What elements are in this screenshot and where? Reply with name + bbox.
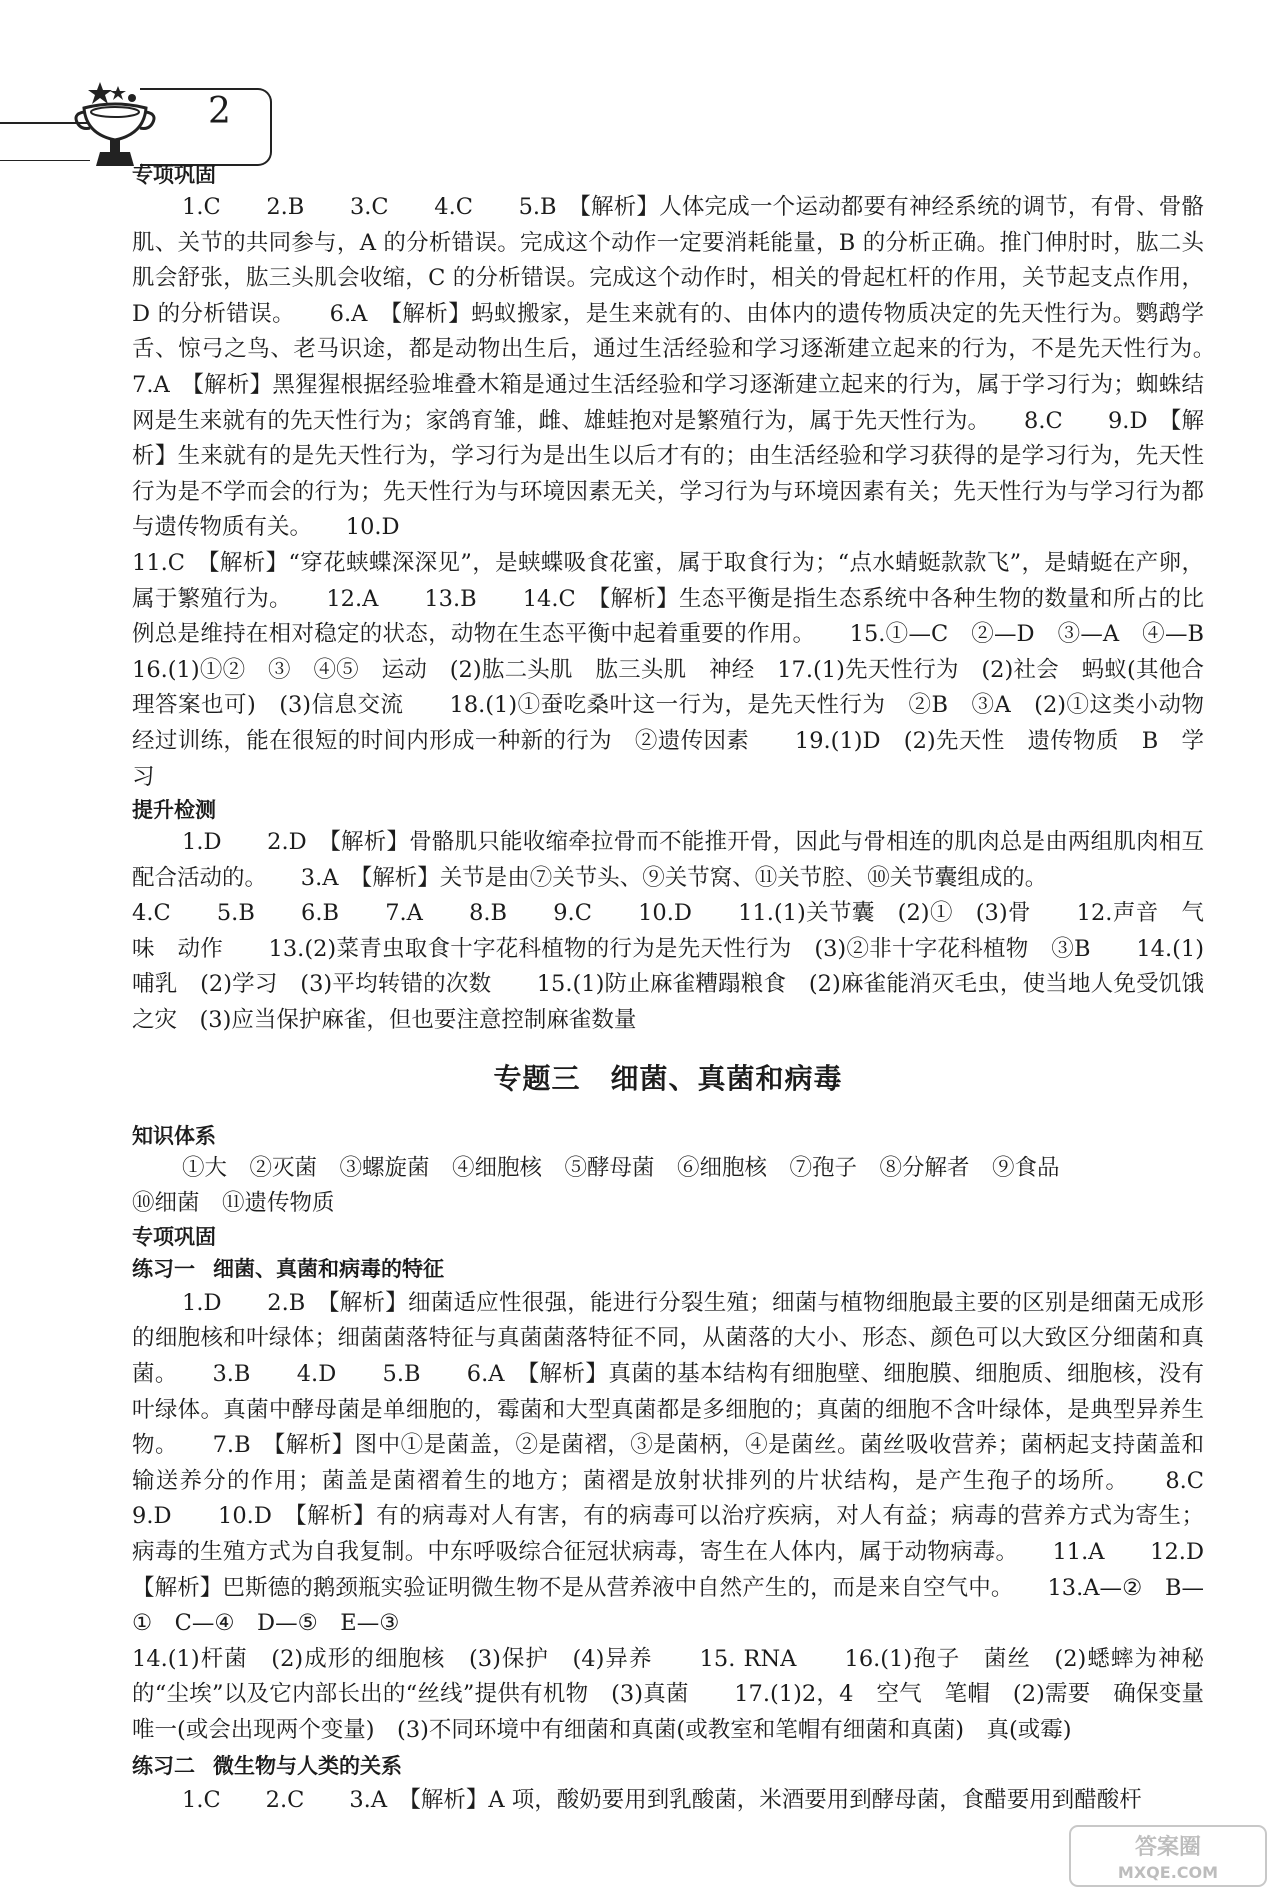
answer-paragraph: 1.D 2.B 【解析】细菌适应性很强，能进行分裂生殖；细菌与植物细胞最主要的区别是细菌无成形的细胞核和叶绿体；细菌菌落特征与真菌菌落特征不同，从菌落的大小、形态、颜色可以大致区分细菌和真菌。 3.B 4.D 5.B 6.A 【解析】真菌的基本结构有细胞壁、细胞膜、细胞质、细胞核，没有叶绿体。真菌中酵母菌是单细胞的，霉菌和大型真菌都是多细胞的；真菌的细胞不含叶绿体，是典型异养生物。 7.B 【解析】图中①是菌盖，②是菌褶，③是菌柄，④是菌丝。菌丝吸收营养；菌柄起支持菌盖和输送养分的作用；菌盖是菌褶着生的地方；菌褶是放射状排列的片状结构，是产生孢子的场所。 8.C 9.D 10.D 【解析】有的病毒对人有害，有的病毒可以治疗疾病，对人有益；病毒的营养方式为寄生；病毒的生殖方式为自我复制。中东呼吸综合征冠状病毒，寄生在人体内，属于动物病毒。 11.A 12.D 【解析】巴斯德的鹅颈瓶实验证明微生物不是从营养液中自然产生的，而是来自空气中。 13.A—② B—① C—④ D—⑤ E—③ [132,1289,1250,1637]
chapter-label: 专题三 [493,1061,581,1095]
exercise-heading [132,1749,1204,1783]
answer-paragraph: 14.(1)杆菌 (2)成形的细胞核 (3)保护 (4)异养 15. RNA 16.(1)孢子 菌丝 (2)蟋蟀为神秘的“尘埃”以及它内部长出的“丝线”提供有机物 (3)真菌 17.(1)2，4 空气 笔帽 (2)需要 确保变量唯一(或会出现两个变量) (3)不同环境中有细菌和真菌(或教室和笔帽有细菌和真菌) 真(或霉) [132,1645,1204,1743]
svg-text:MXQE.COM: MXQE.COM [1117,1863,1219,1882]
exercise-title: 细菌、真菌和病毒的特征 [213,1256,444,1281]
chapter-name: 细菌、真菌和病毒 [610,1061,843,1095]
section-heading: 提升检测 [132,798,216,823]
section-heading: 专项巩固 [132,1224,216,1249]
answer-paragraph: 4.C 5.B 6.B 7.A 8.B 9.C 10.D 11.(1)关节囊 (2)① (3)骨 12.声音 气味 动作 13.(2)菜青虫取食十字花科植物的行为是先天性行为 (3)②非十字花科植物 ③B 14.(1)哺乳 (2)学习 (3)平均转错的次数 15.(1)防止麻雀糟蹋粮食 (2)麻雀能消灭毛虫，使当地人免受饥饿之灾 (3)应当保护麻雀，但也要注意控制麻雀数量 [132,900,1204,1034]
svg-text:答案圈: 答案圈 [1134,1835,1202,1860]
answer-paragraph: 1.C 2.C 3.A 【解析】A 项，酸奶要用到乳酸菌，米酒要用到酵母菌，食醋要用到醋酸杆 [182,1786,1142,1813]
answer-paragraph: 1.D 2.D 【解析】骨骼肌只能收缩牵拉骨而不能推开骨，因此与骨相连的肌肉总是由两组肌肉相互配合活动的。 3.A 【解析】关节是由⑦关节头、⑨关节窝、⑪关节腔、⑩关节囊组成的。 [132,829,1204,891]
answer-content [132,160,1250,1818]
section-heading: 专项巩固 [132,163,216,187]
exercise-label: 练习二 [132,1753,195,1778]
section-heading: 知识体系 [132,1123,216,1148]
answer-paragraph: 1.C 2.B 3.C 4.C 5.B 【解析】人体完成一个运动都要有神经系统的调节，有骨、骨骼肌、关节的共同参与，A 的分析错误。完成这个动作一定要消耗能量，B 的分析正确。推门伸肘时，肱二头肌会舒张，肱三头肌会收缩，C 的分析错误。完成这个动作时，相关的骨起杠杆的作用，关节起支点作用，D 的分析错误。 6.A 【解析】蚂蚁搬家，是生来就有的、由体内的遗传物质决定的先天性行为。鹦鹉学舌、惊弓之鸟、老马识途，都是动物出生后，通过生活经验和学习逐渐建立起来的行为，不是先天性行为。 7.A 【解析】黑猩猩根据经验堆叠木箱是通过生活经验和学习逐渐建立起来的行为，属于学习行为；蜘蛛结网是生来就有的先天性行为；家鸽育雏，雌、雄蛙抱对是繁殖行为，属于先天性行为。 8.C 9.D 【解析】生来就有的是先天性行为，学习行为是出生以后才有的；由生活经验和学习获得的是学习行为，先天性行为是不学而会的行为；先天性行为与环境因素无关，学习行为与环境因素有关；先天性行为与学习行为都与遗传物质有关。 10.D [132,194,1250,541]
chapter-title [132,1059,1204,1099]
exercise-label: 练习一 [132,1256,195,1281]
exercise-title: 微生物与人类的关系 [213,1753,402,1778]
answer-paragraph: ⑩细菌 ⑪遗传物质 [132,1190,335,1217]
answer-paragraph: 11.C 【解析】“穿花蛱蝶深深见”，是蛱蝶吸食花蜜，属于取食行为；“点水蜻蜓款款飞”，是蜻蜓在产卵，属于繁殖行为。 12.A 13.B 14.C 【解析】生态平衡是指生态系统中各种生物的数量和所占的比例总是维持在相对稳定的状态，动物在生态平衡中起着重要的作用。 15.①—C ②—D ③—A ④—B 16.(1)①② ③ ④⑤ 运动 (2)肱二头肌 肱三头肌 神经 17.(1)先天性行为 (2)社会 蚂蚁(其他合理答案也可) (3)信息交流 18.(1)①蚕吃桑叶这一行为，是先天性行为 ②B ③A (2)①这类小动物经过训练，能在很短的时间内形成一种新的行为 ②遗传因素 19.(1)D (2)先天性 遗传物质 B 学习 [132,549,1250,790]
answer-paragraph: ①大 ②灭菌 ③螺旋菌 ④细胞核 ⑤酵母菌 ⑥细胞核 ⑦孢子 ⑧分解者 ⑨食品 [182,1154,1060,1181]
page-header [0,40,280,130]
exercise-heading [132,1252,1204,1286]
watermark-logo [1068,1824,1268,1888]
trophy-icon [70,76,160,172]
page-number: 2 [208,91,231,132]
